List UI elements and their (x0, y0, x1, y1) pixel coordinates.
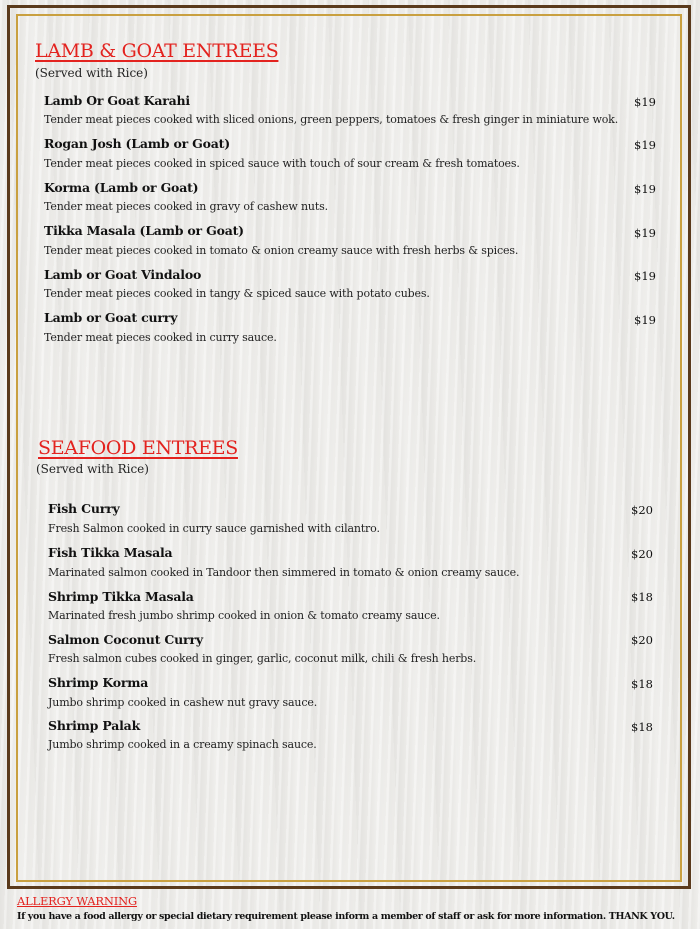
menu-item-name: Salmon Coconut Curry (48, 632, 203, 647)
menu-item-name: Rogan Josh (Lamb or Goat) (44, 136, 230, 151)
menu-item-name: Lamb Or Goat Karahi (44, 93, 190, 108)
menu-item-price: $19 (634, 182, 656, 196)
menu-item-price: $18 (631, 720, 653, 734)
menu-item-description: Tender meat pieces cooked in gravy of cashew nuts. (44, 200, 328, 213)
menu-item-description: Fresh salmon cubes cooked in ginger, garlic, coconut milk, chili & fresh herbs. (48, 652, 477, 665)
menu-item-description: Jumbo shrimp cooked in a creamy spinach sauce. (48, 738, 317, 751)
menu-item-description: Tender meat pieces cooked in spiced sauce with touch of sour cream & fresh tomatoes. (44, 157, 520, 170)
menu-item-price: $20 (631, 633, 653, 647)
menu-item-price: $19 (634, 313, 656, 327)
menu-item-description: Tender meat pieces cooked in tomato & onion creamy sauce with fresh herbs & spices. (44, 244, 519, 257)
menu-item-name: Shrimp Palak (48, 718, 141, 733)
menu-item-price: $19 (634, 269, 656, 283)
menu-item-price: $19 (634, 95, 656, 109)
allergy-warning-title: ALLERGY WARNING (17, 894, 137, 908)
lamb-section-title: LAMB & GOAT ENTREES (35, 40, 279, 62)
seafood-section-subtitle: (Served with Rice) (36, 462, 149, 476)
menu-item-description: Tender meat pieces cooked in curry sauce. (44, 331, 277, 344)
menu-item-price: $20 (631, 547, 653, 561)
menu-item-name: Fish Tikka Masala (48, 545, 173, 560)
menu-item-name: Shrimp Korma (48, 675, 149, 690)
menu-item-description: Fresh Salmon cooked in curry sauce garnished with cilantro. (48, 522, 380, 535)
menu-item-name: Lamb or Goat curry (44, 310, 178, 325)
menu-item-name: Shrimp Tikka Masala (48, 589, 194, 604)
menu-item-description: Tender meat pieces cooked in tangy & spiced sauce with potato cubes. (44, 287, 430, 300)
lamb-section-subtitle: (Served with Rice) (35, 66, 148, 80)
menu-item-price: $19 (634, 226, 656, 240)
seafood-section-title: SEAFOOD ENTREES (38, 437, 238, 459)
menu-item-price: $18 (631, 590, 653, 604)
menu-item-price: $20 (631, 503, 653, 517)
menu-item-description: Jumbo shrimp cooked in cashew nut gravy sauce. (48, 696, 318, 709)
menu-item-price: $19 (634, 138, 656, 152)
menu-item-name: Tikka Masala (Lamb or Goat) (44, 223, 244, 238)
menu-item-name: Fish Curry (48, 501, 120, 516)
menu-item-description: Marinated salmon cooked in Tandoor then simmered in tomato & onion creamy sauce. (48, 566, 520, 579)
allergy-warning-text: If you have a food allergy or special dietary requirement please inform a member of staff or ask for more information. THANK YOU. (17, 911, 675, 922)
menu-item-description: Marinated fresh jumbo shrimp cooked in onion & tomato creamy sauce. (48, 609, 440, 622)
menu-item-description: Tender meat pieces cooked with sliced onions, green peppers, tomatoes & fresh ginger in miniature wok. (44, 113, 619, 126)
menu-item-price: $18 (631, 677, 653, 691)
menu-item-name: Korma (Lamb or Goat) (44, 180, 199, 195)
menu-item-name: Lamb or Goat Vindaloo (44, 267, 202, 282)
